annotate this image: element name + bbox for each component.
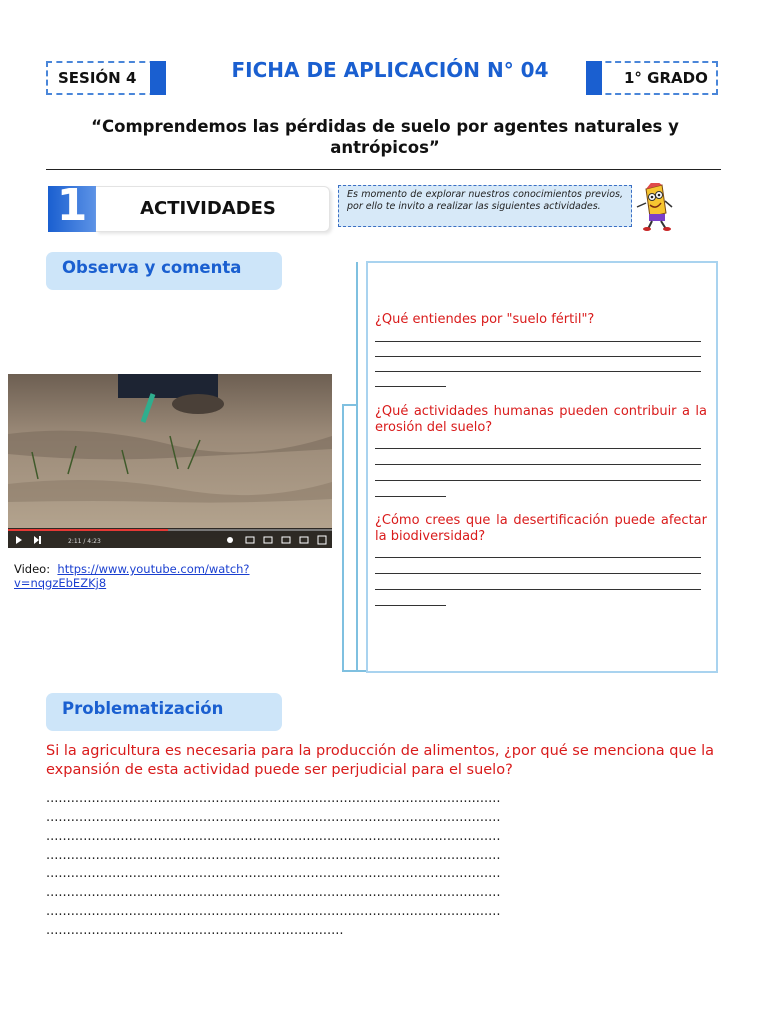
answer-dots: ..............................................................................................................: [46, 886, 501, 900]
pencil-mascot-icon: [632, 183, 674, 231]
answer-line: [375, 573, 701, 574]
answer-line: [375, 464, 701, 465]
section-number: 1: [56, 180, 88, 231]
answer-dots: ..............................................................................................................: [46, 830, 501, 844]
connector-line: [342, 404, 344, 672]
connector-line: [342, 670, 366, 672]
section-label: ACTIVIDADES: [140, 198, 276, 219]
answer-line: [375, 356, 701, 357]
badge-stripe: [586, 61, 602, 95]
answer-line: [375, 557, 701, 558]
answer-dots: ..............................................................................................................: [46, 867, 501, 881]
answer-dots: ........................................................................: [46, 924, 344, 938]
question-2: ¿Qué actividades humanas pueden contribuir a la erosión del suelo?: [375, 404, 707, 435]
answer-line: [375, 605, 446, 606]
observe-heading: [46, 252, 282, 290]
intro-note: Es momento de explorar nuestros conocimientos previos, por ello te invito a realizar las siguientes actividades.: [338, 185, 632, 227]
video-link[interactable]: [14, 562, 250, 590]
video-link-line2: v=nqgzEbEZKj8: [14, 576, 107, 590]
title-divider: [46, 169, 721, 170]
answer-dots: ..............................................................................................................: [46, 849, 501, 863]
connector-line: [342, 404, 358, 406]
video-caption: [14, 562, 314, 590]
answer-line: [375, 371, 701, 372]
answer-line: [375, 448, 701, 449]
answer-dots: ..............................................................................................................: [46, 811, 501, 825]
video-prefix: Video:: [14, 562, 51, 576]
video-player[interactable]: [8, 374, 332, 548]
badge-stripe: [150, 61, 166, 95]
answer-line: [375, 386, 446, 387]
problem-question: Si la agricultura es necesaria para la producción de alimentos, ¿por qué se menciona que la expansión de esta actividad puede ser perjudicial para el suelo?: [46, 743, 715, 778]
problem-heading: [46, 693, 282, 731]
question-3: ¿Cómo crees que la desertificación puede afectar la biodiversidad?: [375, 513, 707, 544]
answer-dots: ..............................................................................................................: [46, 792, 501, 806]
page-title: FICHA DE APLICACIÓN N° 04: [231, 58, 549, 82]
connector-line: [356, 262, 358, 672]
answer-line: [375, 480, 701, 481]
answer-dots: ..............................................................................................................: [46, 905, 501, 919]
grade-label: 1° GRADO: [624, 69, 708, 87]
answer-line: [375, 496, 446, 497]
session-badge: [46, 61, 166, 95]
question-1: ¿Qué entiendes por "suelo fértil"?: [375, 312, 595, 327]
grade-badge: [586, 61, 718, 95]
video-link-line1: https://www.youtube.com/watch?: [57, 562, 250, 576]
answer-line: [375, 341, 701, 342]
observe-heading-text: Observa y comenta: [62, 258, 242, 277]
problem-heading-text: Problematización: [62, 699, 224, 718]
page-subtitle: “Comprendemos las pérdidas de suelo por agentes naturales y antrópicos”: [91, 117, 679, 157]
session-label: SESIÓN 4: [58, 69, 137, 87]
answer-line: [375, 589, 701, 590]
player-time: 2:11 / 4:23: [68, 538, 101, 545]
